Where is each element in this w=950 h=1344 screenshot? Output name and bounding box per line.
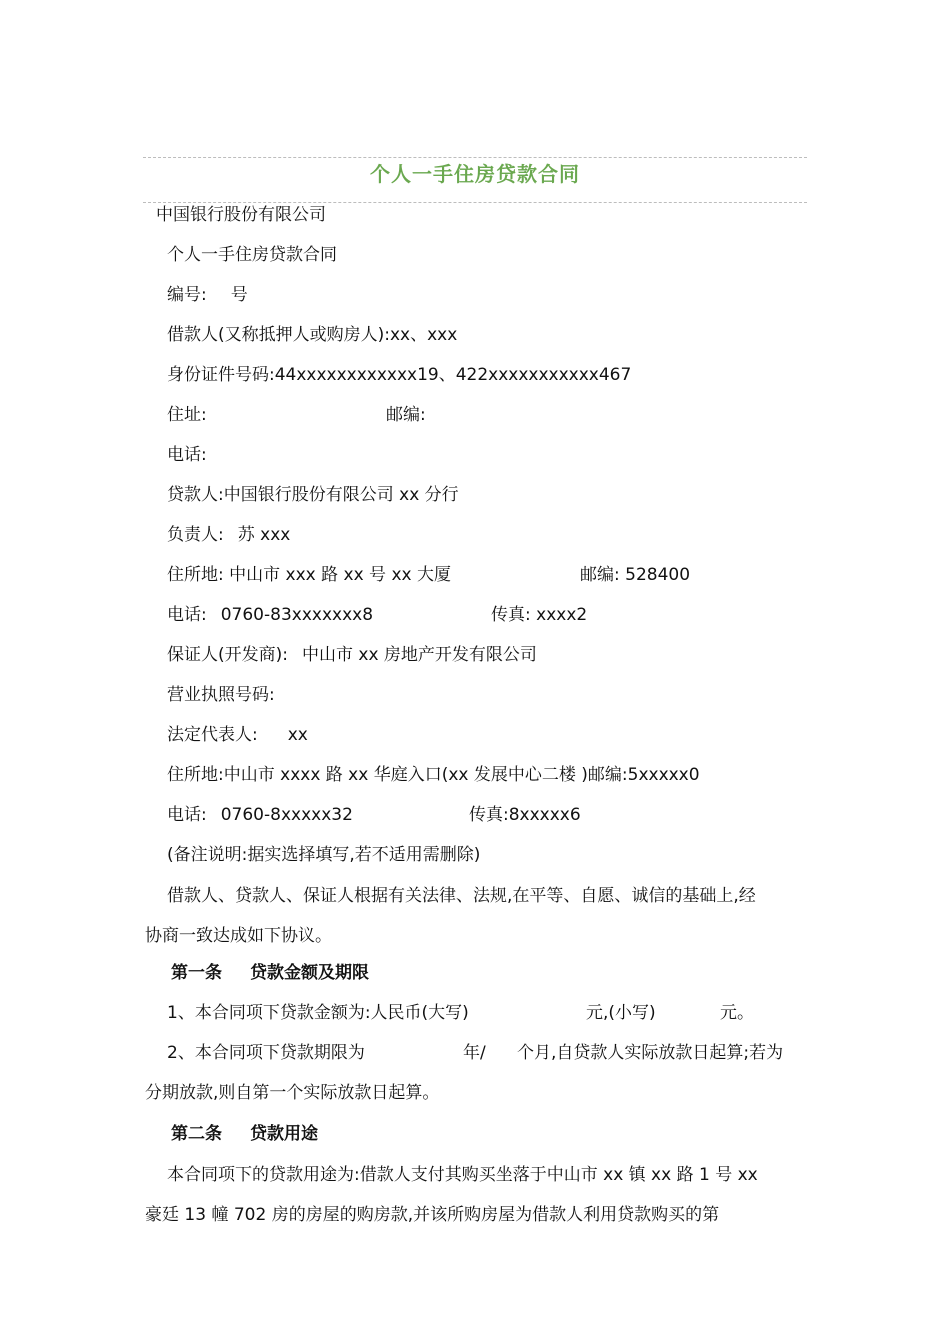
article-1-item-2-year: 年/ <box>463 1043 486 1063</box>
article-2-heading <box>171 1122 318 1146</box>
responsible-line <box>167 523 290 547</box>
guarantor-phone-line <box>167 803 353 827</box>
article-1-item-2-month: 个月,自贷款人实际放款日起算;若为 <box>517 1043 784 1063</box>
guarantor-phone-value: 0760-8xxxxx32 <box>220 805 353 825</box>
article-2-name: 贷款用途 <box>250 1124 318 1144</box>
article-2-text-2: 豪廷 13 幢 702 房的房屋的购房款,并该所购房屋为借款人利用贷款购买的第 <box>145 1205 720 1225</box>
lender-phone-value: 0760-83xxxxxxx8 <box>220 605 374 625</box>
guarantor-value: 中山市 xx 房地产开发有限公司 <box>302 645 537 665</box>
lender-address: 住所地: 中山市 xxx 路 xx 号 xx 大厦 <box>167 565 451 585</box>
borrower-line: 借款人(又称抵押人或购房人):xx、xxx <box>167 325 458 345</box>
guarantor-phone-label: 电话: <box>167 805 207 825</box>
bank-name: 中国银行股份有限公司 <box>156 205 326 225</box>
article-1-item-2: 2、本合同项下贷款期限为 <box>167 1043 365 1063</box>
guarantor-fax: 传真:8xxxxx6 <box>469 805 581 825</box>
responsible-value: 苏 xxx <box>237 525 291 545</box>
legal-rep-label: 法定代表人: <box>167 725 258 745</box>
number-label: 编号: <box>167 285 207 305</box>
legal-rep-value: xx <box>287 725 308 745</box>
intro-line-1: 借款人、贷款人、保证人根据有关法律、法规,在平等、自愿、诚信的基础上,经 <box>167 886 756 906</box>
article-1-item-1: 1、本合同项下贷款金额为:人民币(大写) <box>167 1003 469 1023</box>
lender-postcode: 邮编: 528400 <box>580 565 691 585</box>
borrower-phone-label: 电话: <box>167 445 207 465</box>
contract-number <box>167 283 248 307</box>
borrower-postcode-label: 邮编: <box>386 405 426 425</box>
article-2-number: 第二条 <box>171 1124 222 1144</box>
guarantor-address: 住所地:中山市 xxxx 路 xx 华庭入口(xx 发展中心二楼 )邮编:5xxxxx0 <box>167 765 700 785</box>
article-1-item-1-end: 元。 <box>720 1003 754 1023</box>
guarantor-label: 保证人(开发商): <box>167 645 288 665</box>
article-2-text-1: 本合同项下的贷款用途为:借款人支付其购买坐落于中山市 xx 镇 xx 路 1 号 xx <box>167 1165 758 1185</box>
license-label: 营业执照号码: <box>167 685 275 705</box>
remark-note: (备注说明:据实选择填写,若不适用需删除) <box>167 845 481 865</box>
guarantor-line <box>167 643 537 667</box>
article-1-item-1-lowercase: 元,(小写) <box>586 1003 656 1023</box>
article-1-heading <box>171 961 369 985</box>
legal-rep-line <box>167 723 308 747</box>
number-suffix: 号 <box>230 285 248 305</box>
article-1-item-2-continued: 分期放款,则自第一个实际放款日起算。 <box>145 1083 440 1103</box>
document-title: 个人一手住房贷款合同 <box>370 162 580 186</box>
id-number-line: 身份证件号码:44xxxxxxxxxxxx19、422xxxxxxxxxxx467 <box>167 365 632 385</box>
responsible-label: 负责人: <box>167 525 224 545</box>
article-1-name: 贷款金额及期限 <box>250 963 369 983</box>
lender-fax: 传真: xxxx2 <box>491 605 588 625</box>
article-1-number: 第一条 <box>171 963 222 983</box>
intro-line-2: 协商一致达成如下协议。 <box>145 926 332 946</box>
contract-subtitle: 个人一手住房贷款合同 <box>167 245 337 265</box>
lender-phone-line <box>167 603 373 627</box>
borrower-address-label: 住址: <box>167 405 207 425</box>
lender-phone-label: 电话: <box>167 605 207 625</box>
lender-line: 贷款人:中国银行股份有限公司 xx 分行 <box>167 485 459 505</box>
